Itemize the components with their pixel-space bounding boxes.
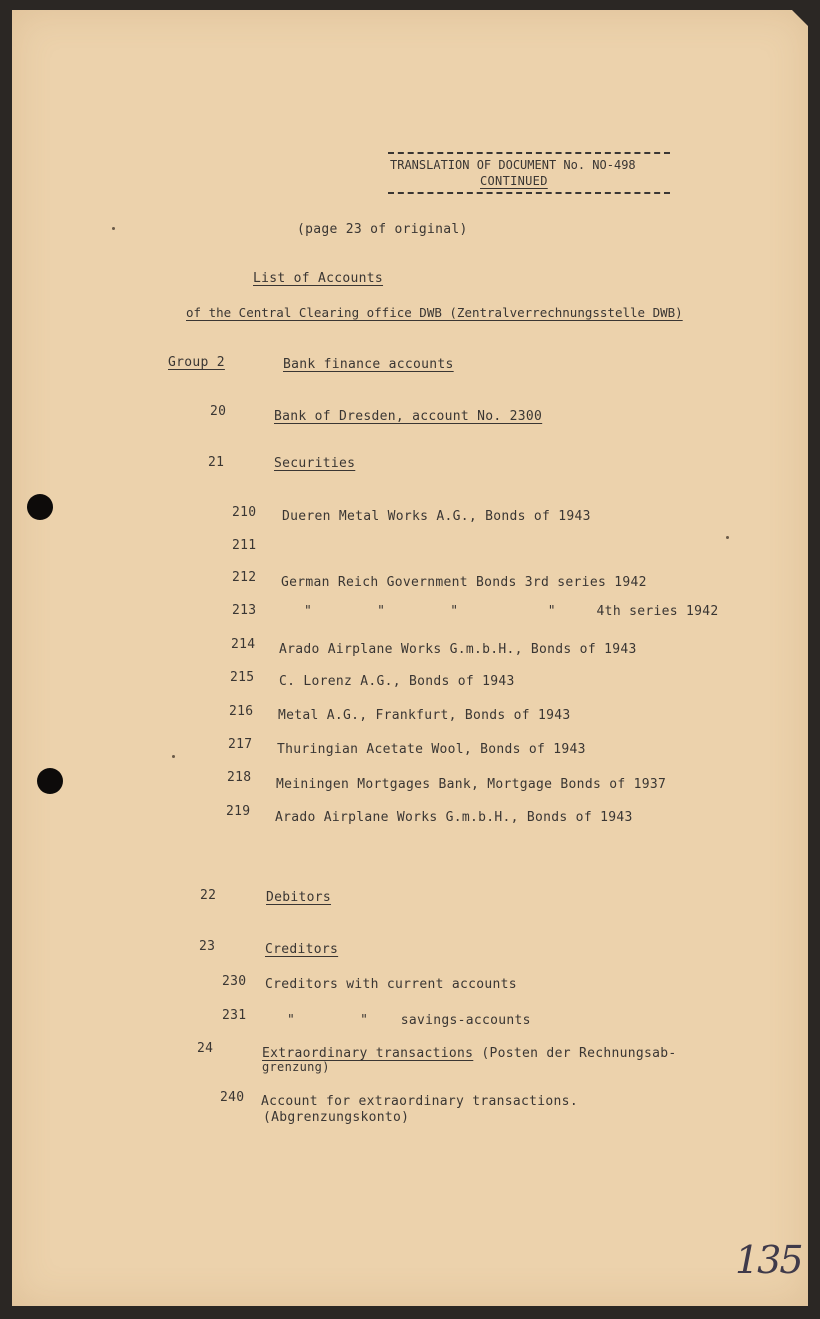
page-corner [792,10,808,26]
security-number: 218 [227,770,252,785]
debitors-label: Debitors [266,890,332,905]
account-number: 21 [208,455,225,470]
group-label: Group 2 [168,355,225,370]
extraordinary-note-2: grenzung) [262,1060,330,1074]
list-subtitle: of the Central Clearing office DWB (Zentralverrechnungsstelle DWB) [186,305,683,320]
security-number: 215 [230,670,255,685]
security-text: Meiningen Mortgages Bank, Mortgage Bonds of 1937 [276,777,667,792]
security-text: " " " " 4th series 1942 [304,604,719,619]
security-text: Dueren Metal Works A.G., Bonds of 1943 [282,509,591,524]
document-header-line1: TRANSLATION OF DOCUMENT No. NO-498 [390,158,636,172]
security-text: C. Lorenz A.G., Bonds of 1943 [279,674,515,689]
creditor-item-text: Creditors with current accounts [265,977,517,992]
extraordinary-label: Extraordinary transactions [262,1046,474,1061]
extraordinary-number: 24 [197,1041,214,1056]
creditor-item-number: 231 [222,1008,247,1023]
security-number: 210 [232,505,257,520]
document-page [12,10,808,1306]
extraordinary-label-line [262,1046,676,1061]
security-text: Arado Airplane Works G.m.b.H., Bonds of 1943 [279,642,637,657]
security-number: 216 [229,704,254,719]
punch-hole-icon [27,494,53,520]
security-number: 212 [232,570,257,585]
paper-speck [172,755,175,758]
page-reference: (page 23 of original) [297,222,468,237]
account-number: 20 [210,404,227,419]
extraordinary-item-line1: Account for extraordinary transactions. [261,1094,578,1109]
punch-hole-icon [37,768,63,794]
creditor-item-text: " " savings-accounts [287,1013,531,1028]
security-number: 211 [232,538,257,553]
security-text: Thuringian Acetate Wool, Bonds of 1943 [277,742,586,757]
creditors-label: Creditors [265,942,339,957]
paper-speck [112,227,115,230]
security-text: German Reich Government Bonds 3rd series 1942 [281,575,647,590]
security-number: 217 [228,737,253,752]
list-title: List of Accounts [253,271,384,286]
security-text: Metal A.G., Frankfurt, Bonds of 1943 [278,708,571,723]
security-number: 214 [231,637,256,652]
extraordinary-note-1: (Posten der Rechnungsab- [473,1046,677,1061]
extraordinary-item-line2: (Abgrenzungskonto) [263,1110,410,1125]
account-text: Securities [274,456,356,471]
creditor-item-number: 230 [222,974,247,989]
document-header-line2: CONTINUED [480,174,548,188]
security-number: 219 [226,804,251,819]
extraordinary-item-number: 240 [220,1090,245,1105]
handwritten-page-number: 135 [735,1238,802,1282]
security-number: 213 [232,603,257,618]
group-name: Bank finance accounts [283,357,454,372]
account-text: Bank of Dresden, account No. 2300 [274,409,543,424]
paper-speck [726,536,729,539]
creditors-number: 23 [199,939,216,954]
debitors-number: 22 [200,888,217,903]
security-text: Arado Airplane Works G.m.b.H., Bonds of 1943 [275,810,633,825]
